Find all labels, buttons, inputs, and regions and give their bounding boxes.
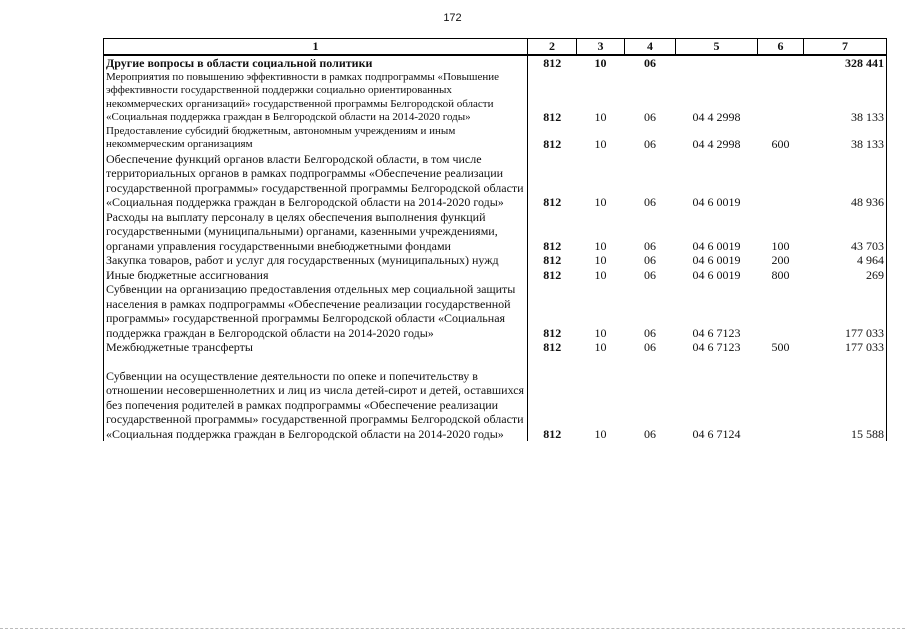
ved-code: 812 (543, 110, 562, 124)
expense-type-code (758, 55, 804, 71)
subsection-code: 06 (644, 110, 656, 124)
table-row (104, 71, 887, 125)
row-name: Предоставление субсидий бюджетным, автономным учреждениям и иным некоммерческим организациям (104, 125, 528, 152)
section-code: 10 (594, 195, 607, 209)
subsection-code: 06 (644, 340, 656, 354)
page-number: 172 (443, 12, 462, 24)
amount: 177 033 (804, 282, 887, 340)
ved-code: 812 (543, 195, 562, 209)
target-article-code: 04 4 2998 (692, 110, 741, 124)
expense-type-code: 600 (771, 137, 790, 151)
table-spacer-row (104, 355, 887, 369)
target-article-code: 04 6 0019 (692, 267, 741, 282)
row-name: Закупка товаров, работ и услуг для государственных (муниципальных) нужд (104, 253, 528, 268)
section-code: 10 (594, 137, 607, 151)
target-article-code: 04 6 0019 (692, 195, 741, 209)
budget-table (103, 38, 887, 441)
target-article-code (676, 55, 758, 71)
section-code: 10 (577, 55, 625, 71)
row-name: Обеспечение функций органов власти Белгородской области, в том числе территориальных органов в рамках подпрограммы «Обеспечение реализации государственной программы» государственной программы Белгородской области «Социальная поддержка граждан в Белгородской области на 2014-2020 годы» (104, 152, 528, 210)
subsection-code: 06 (644, 238, 656, 253)
section-code: 10 (594, 267, 607, 282)
column-number: 7 (804, 39, 887, 56)
amount: 48 936 (804, 152, 887, 210)
amount: 269 (804, 268, 887, 283)
expense-type-code: 100 (771, 238, 790, 253)
subsection-code: 06 (644, 195, 656, 209)
expense-type-code (758, 71, 804, 125)
amount: 38 133 (804, 125, 887, 152)
ved-code: 812 (543, 340, 562, 354)
column-number-row (104, 39, 887, 56)
subsection-code: 06 (644, 137, 656, 151)
column-number: 6 (758, 39, 804, 56)
target-article-code: 04 4 2998 (692, 137, 741, 151)
ved-code: 812 (543, 267, 562, 282)
ved-code: 812 (543, 253, 562, 267)
expense-type-code: 500 (771, 340, 790, 354)
target-article-code: 04 6 7123 (692, 325, 741, 340)
table-row (104, 369, 887, 442)
column-number: 4 (625, 39, 676, 56)
ved-code: 812 (543, 426, 562, 441)
column-number: 3 (577, 39, 625, 56)
column-number: 1 (104, 39, 528, 56)
target-article-code: 04 6 7123 (692, 340, 741, 354)
row-name: Расходы на выплату персоналу в целях обеспечения выполнения функций государственными (муниципальными) органами, казенными учреждениями, органами управления государственными внебюджетными фондами (104, 210, 528, 254)
section-code: 10 (594, 253, 607, 267)
expense-type-code: 200 (771, 253, 790, 267)
ved-code: 812 (543, 238, 562, 253)
page-bottom-rule (0, 628, 905, 630)
subsection-code: 06 (625, 55, 676, 71)
column-number: 5 (676, 39, 758, 56)
table-row (104, 282, 887, 340)
subsection-code: 06 (644, 267, 656, 282)
subsection-code: 06 (644, 426, 656, 441)
amount: 43 703 (804, 210, 887, 254)
ved-code: 812 (543, 325, 562, 340)
amount: 4 964 (804, 253, 887, 268)
table-row (104, 125, 887, 152)
expense-type-code (758, 282, 804, 340)
amount: 328 441 (804, 55, 887, 71)
amount: 15 588 (804, 369, 887, 442)
section-code: 10 (594, 238, 607, 253)
row-name: Иные бюджетные ассигнования (104, 268, 528, 283)
row-name: Субвенции на осуществление деятельности по опеке и попечительству в отношении несовершеннолетних и лиц из числа детей-сирот и детей, оставшихся без попечения родителей в рамках подпрограммы «Обеспечение реализации государственной программы» государственной программы Белгородской области «Социальная поддержка граждан в Белгородской области на 2014-2020 годы» (104, 369, 528, 442)
subsection-code: 06 (644, 253, 656, 267)
section-code: 10 (594, 325, 607, 340)
subsection-code: 06 (644, 325, 656, 340)
section-code: 10 (594, 426, 607, 441)
row-name: Другие вопросы в области социальной политики (104, 55, 528, 71)
section-code: 10 (594, 110, 607, 124)
row-name: Мероприятия по повышению эффективности в рамках подпрограммы «Повышение эффективности государственной поддержки социально ориентированных некоммерческих организаций» государственной программы Белгородской области «Социальная поддержка граждан в Белгородской области на 2014-2020 годы» (104, 71, 528, 125)
table-row (104, 268, 887, 283)
table-row (104, 253, 887, 268)
amount: 38 133 (804, 71, 887, 125)
row-name: Межбюджетные трансферты (104, 340, 528, 355)
table-row (104, 210, 887, 254)
section-code: 10 (594, 340, 607, 354)
expense-type-code (758, 369, 804, 442)
amount: 177 033 (804, 340, 887, 355)
expense-type-code: 800 (771, 267, 790, 282)
table-row (104, 340, 887, 355)
expense-type-code (758, 152, 804, 210)
column-number: 2 (528, 39, 577, 56)
target-article-code: 04 6 0019 (692, 253, 741, 267)
row-name: Субвенции на организацию предоставления отдельных мер социальной защиты населения в рамках подпрограммы «Обеспечение реализации государственной программы» государственной программы Белгородской области «Социальная поддержка граждан в Белгородской области на 2014-2020 годы» (104, 282, 528, 340)
table-row (104, 152, 887, 210)
target-article-code: 04 6 0019 (692, 238, 741, 253)
table-row (104, 55, 887, 71)
ved-code: 812 (528, 55, 577, 71)
ved-code: 812 (543, 137, 562, 151)
target-article-code: 04 6 7124 (692, 426, 741, 441)
